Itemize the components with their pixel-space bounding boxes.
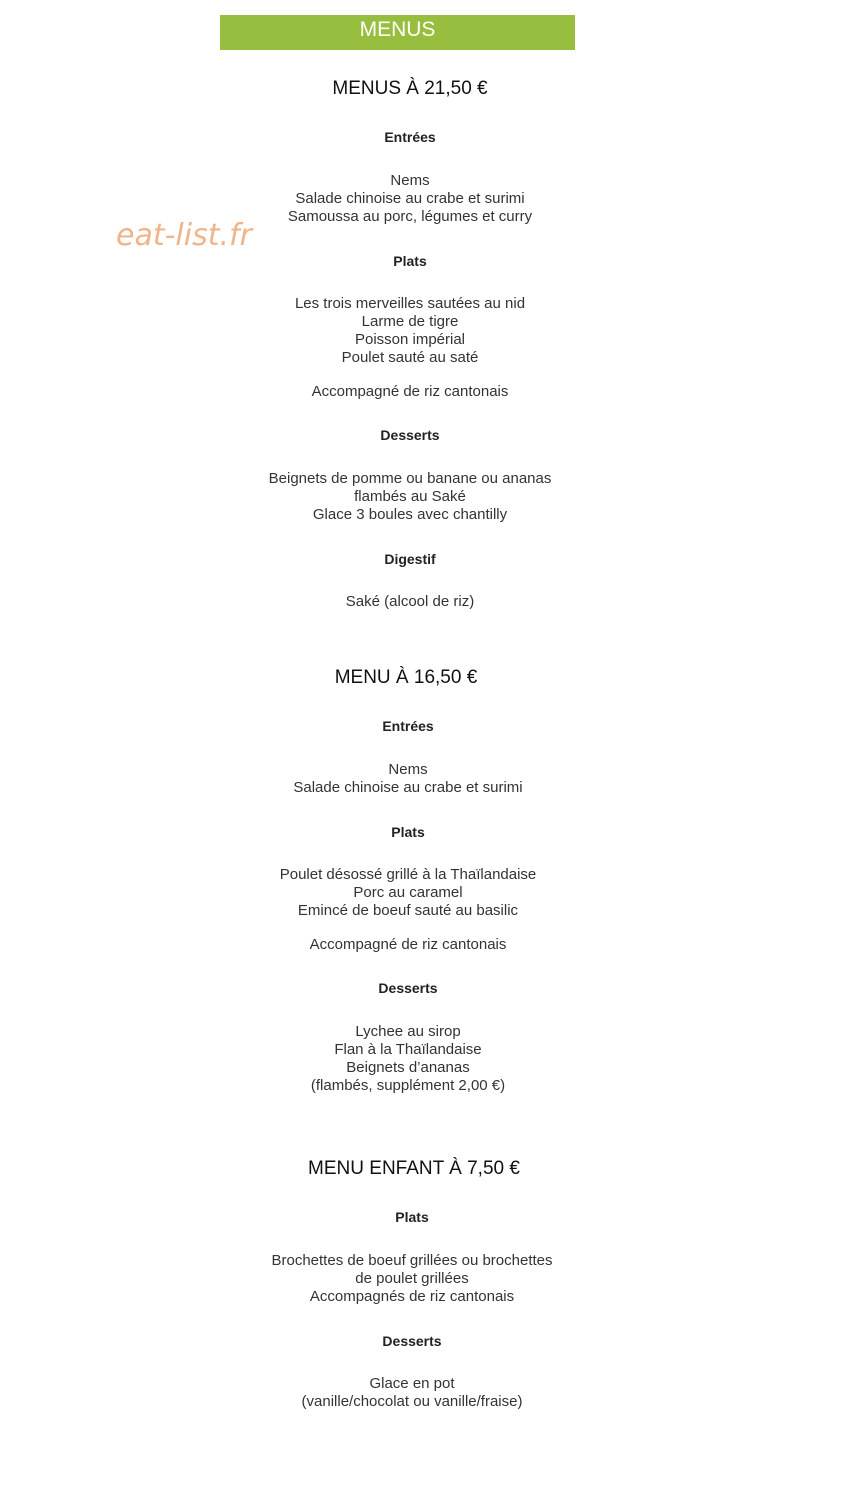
menu-item: Glace en pot — [369, 1375, 455, 1392]
menu-item: Larme de tigre — [361, 313, 459, 330]
menu-item: Beignets d’ananas — [346, 1059, 470, 1076]
menu-item: Samoussa au porc, légumes et curry — [287, 208, 533, 225]
menu-note: Accompagné de riz cantonais — [309, 936, 507, 953]
menu-title: MENUS À 21,50 € — [332, 78, 488, 99]
section-heading: Plats — [393, 253, 427, 269]
watermark-logo: eat-list.fr — [116, 218, 252, 253]
menu-item: Salade chinoise au crabe et surimi — [293, 779, 523, 796]
menu-title: MENU ENFANT À 7,50 € — [308, 1158, 520, 1179]
section-heading: Digestif — [384, 551, 436, 567]
menu-item: Poulet désossé grillé à la Thaïlandaise — [279, 866, 537, 883]
section-heading: Desserts — [380, 427, 440, 443]
menu-item: Lychee au sirop — [355, 1023, 461, 1040]
menu-item: Flan à la Thaïlandaise — [334, 1041, 482, 1058]
section-heading: Desserts — [378, 980, 438, 996]
menu-item: Porc au caramel — [353, 884, 463, 901]
menu-item: Nems — [388, 761, 428, 778]
menu-item: flambés au Saké — [354, 488, 466, 505]
menu-item: (vanille/chocolat ou vanille/fraise) — [301, 1393, 523, 1410]
menu-item: Emincé de boeuf sauté au basilic — [297, 902, 519, 919]
menu-item: Poulet sauté au saté — [341, 349, 479, 366]
menu-item: Brochettes de boeuf grillées ou brochettes — [271, 1252, 553, 1269]
menu-item: de poulet grillées — [355, 1270, 469, 1287]
menu-item: Salade chinoise au crabe et surimi — [295, 190, 525, 207]
menu-item: Glace 3 boules avec chantilly — [312, 506, 508, 523]
menu-item: Beignets de pomme ou banane ou ananas — [268, 470, 552, 487]
menu-title: MENU À 16,50 € — [334, 667, 478, 688]
menu-item: Saké (alcool de riz) — [345, 593, 475, 610]
section-heading: Plats — [391, 824, 425, 840]
menu-note: Accompagné de riz cantonais — [311, 383, 509, 400]
section-heading: Desserts — [382, 1333, 442, 1349]
menu-item: Les trois merveilles sautées au nid — [294, 295, 526, 312]
menus-banner: MENUS — [220, 15, 575, 50]
section-heading: Entrées — [384, 129, 436, 145]
menu-item: Nems — [390, 172, 430, 189]
menu-item: (flambés, supplément 2,00 €) — [310, 1077, 506, 1094]
section-heading: Plats — [395, 1209, 429, 1225]
menu-note: Accompagnés de riz cantonais — [309, 1288, 515, 1305]
section-heading: Entrées — [382, 718, 434, 734]
menu-item: Poisson impérial — [354, 331, 466, 348]
